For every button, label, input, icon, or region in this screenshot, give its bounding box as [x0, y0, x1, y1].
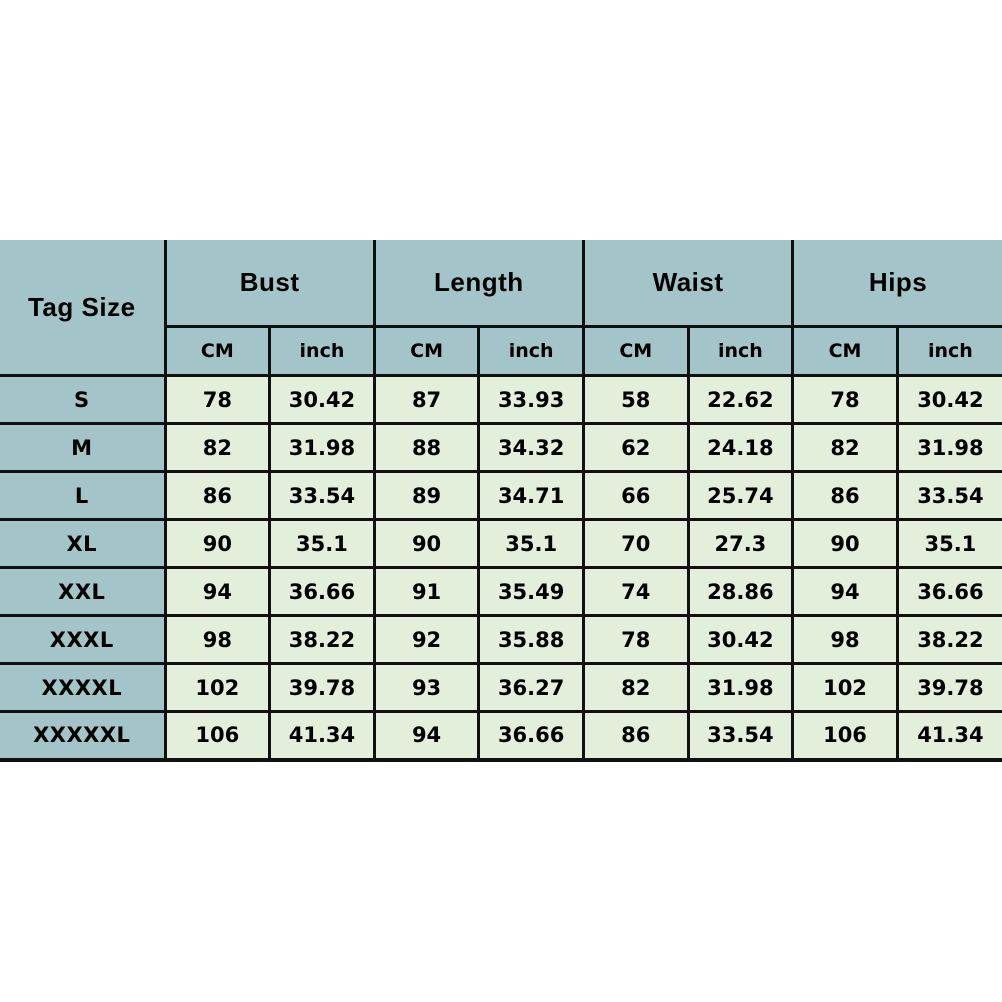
unit-header-hips-cm: CM — [793, 327, 898, 376]
value-cell: 36.66 — [270, 568, 375, 616]
value-cell: 22.62 — [688, 376, 793, 424]
value-cell: 38.22 — [897, 616, 1002, 664]
value-cell: 35.88 — [479, 616, 584, 664]
header-group-hips: Hips — [793, 240, 1002, 327]
value-cell: 70 — [583, 520, 688, 568]
value-cell: 36.66 — [897, 568, 1002, 616]
value-cell: 88 — [374, 424, 479, 472]
size-row-l — [0, 472, 1002, 520]
value-cell: 35.1 — [897, 520, 1002, 568]
value-cell: 25.74 — [688, 472, 793, 520]
value-cell: 98 — [165, 616, 270, 664]
value-cell: 82 — [793, 424, 898, 472]
value-cell: 33.54 — [270, 472, 375, 520]
value-cell: 91 — [374, 568, 479, 616]
value-cell: 28.86 — [688, 568, 793, 616]
value-cell: 82 — [165, 424, 270, 472]
value-cell: 34.71 — [479, 472, 584, 520]
value-cell: 98 — [793, 616, 898, 664]
header-group-waist: Waist — [583, 240, 792, 327]
value-cell: 31.98 — [688, 664, 793, 712]
value-cell: 24.18 — [688, 424, 793, 472]
tag-cell: XXXXXL — [0, 712, 165, 760]
header-tag-size: Tag Size — [0, 240, 165, 376]
value-cell: 41.34 — [897, 712, 1002, 760]
size-row-xxl — [0, 568, 1002, 616]
size-chart-table — [0, 240, 1002, 762]
header-group-length: Length — [374, 240, 583, 327]
value-cell: 31.98 — [270, 424, 375, 472]
unit-header-bust-inch: inch — [270, 327, 375, 376]
value-cell: 86 — [583, 712, 688, 760]
header-group-row — [0, 240, 1002, 327]
value-cell: 33.54 — [688, 712, 793, 760]
value-cell: 94 — [165, 568, 270, 616]
value-cell: 33.54 — [897, 472, 1002, 520]
value-cell: 58 — [583, 376, 688, 424]
value-cell: 62 — [583, 424, 688, 472]
value-cell: 82 — [583, 664, 688, 712]
value-cell: 102 — [165, 664, 270, 712]
tag-cell: XXXXL — [0, 664, 165, 712]
unit-header-waist-inch: inch — [688, 327, 793, 376]
size-row-s — [0, 376, 1002, 424]
value-cell: 36.27 — [479, 664, 584, 712]
unit-header-length-inch: inch — [479, 327, 584, 376]
value-cell: 93 — [374, 664, 479, 712]
header-group-bust: Bust — [165, 240, 374, 327]
tag-cell: M — [0, 424, 165, 472]
value-cell: 90 — [793, 520, 898, 568]
value-cell: 30.42 — [897, 376, 1002, 424]
tag-cell: XXXL — [0, 616, 165, 664]
unit-header-hips-inch: inch — [897, 327, 1002, 376]
value-cell: 39.78 — [897, 664, 1002, 712]
tag-cell: XL — [0, 520, 165, 568]
value-cell: 78 — [793, 376, 898, 424]
tag-cell: L — [0, 472, 165, 520]
value-cell: 90 — [165, 520, 270, 568]
value-cell: 102 — [793, 664, 898, 712]
size-row-m — [0, 424, 1002, 472]
unit-header-bust-cm: CM — [165, 327, 270, 376]
value-cell: 33.93 — [479, 376, 584, 424]
value-cell: 92 — [374, 616, 479, 664]
value-cell: 36.66 — [479, 712, 584, 760]
value-cell: 35.1 — [479, 520, 584, 568]
size-row-xxxxl — [0, 664, 1002, 712]
value-cell: 41.34 — [270, 712, 375, 760]
value-cell: 74 — [583, 568, 688, 616]
value-cell: 87 — [374, 376, 479, 424]
value-cell: 34.32 — [479, 424, 584, 472]
size-row-xxxxxl — [0, 712, 1002, 760]
value-cell: 89 — [374, 472, 479, 520]
value-cell: 31.98 — [897, 424, 1002, 472]
value-cell: 86 — [165, 472, 270, 520]
value-cell: 86 — [793, 472, 898, 520]
value-cell: 30.42 — [270, 376, 375, 424]
value-cell: 94 — [374, 712, 479, 760]
unit-header-waist-cm: CM — [583, 327, 688, 376]
size-row-xl — [0, 520, 1002, 568]
value-cell: 90 — [374, 520, 479, 568]
value-cell: 35.1 — [270, 520, 375, 568]
value-cell: 78 — [165, 376, 270, 424]
value-cell: 78 — [583, 616, 688, 664]
tag-cell: S — [0, 376, 165, 424]
value-cell: 94 — [793, 568, 898, 616]
tag-cell: XXL — [0, 568, 165, 616]
value-cell: 39.78 — [270, 664, 375, 712]
value-cell: 35.49 — [479, 568, 584, 616]
size-row-xxxl — [0, 616, 1002, 664]
value-cell: 38.22 — [270, 616, 375, 664]
value-cell: 30.42 — [688, 616, 793, 664]
value-cell: 27.3 — [688, 520, 793, 568]
value-cell: 66 — [583, 472, 688, 520]
unit-header-length-cm: CM — [374, 327, 479, 376]
value-cell: 106 — [165, 712, 270, 760]
value-cell: 106 — [793, 712, 898, 760]
